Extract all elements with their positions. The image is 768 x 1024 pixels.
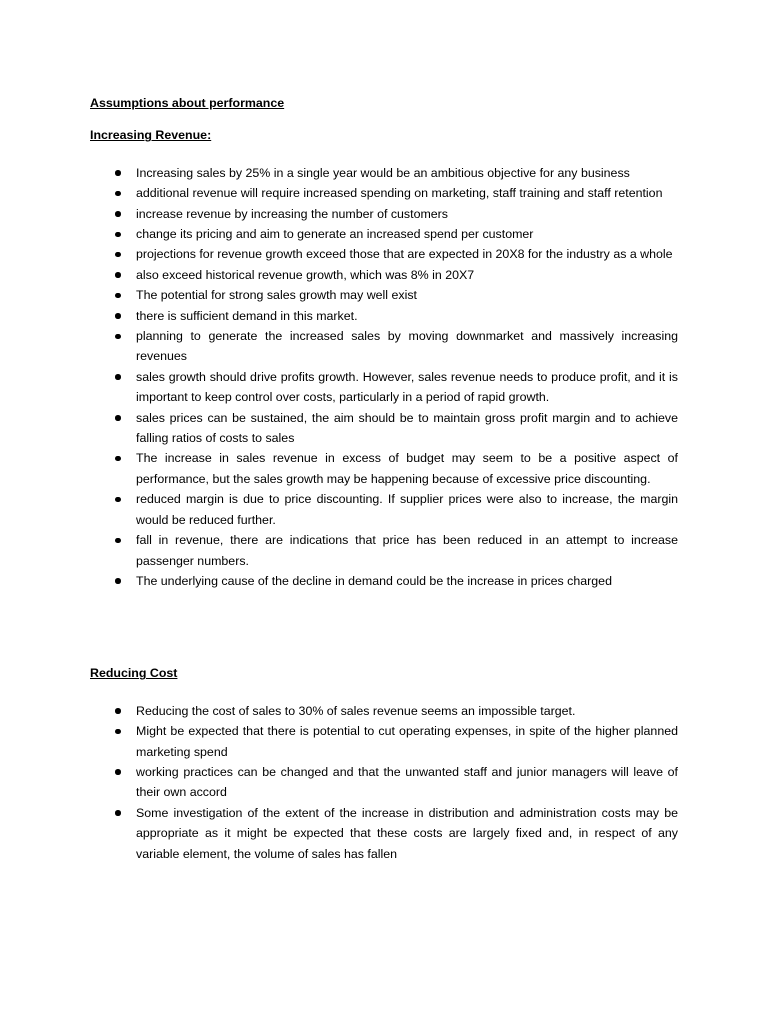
bullet-icon: [115, 538, 121, 544]
list-item: additional revenue will require increased spending on marketing, staff training and staff retention: [90, 183, 678, 203]
bullet-icon: [115, 313, 121, 319]
list-item: The increase in sales revenue in excess of budget may seem to be a positive aspect of performance, but the sales growth may be happening because of excessive price discounting.: [90, 448, 678, 489]
section-heading-reducing-cost: Reducing Cost: [90, 666, 178, 681]
list-item: planning to generate the increased sales by moving downmarket and massively increasing revenues: [90, 326, 678, 367]
list-item: change its pricing and aim to generate an increased spend per customer: [90, 224, 678, 244]
bullet-icon: [115, 769, 121, 775]
bullet-icon: [115, 497, 121, 503]
list-item: reduced margin is due to price discounting. If supplier prices were also to increase, the margin would be reduced further.: [90, 489, 678, 530]
list-item: Might be expected that there is potential to cut operating expenses, in spite of the higher planned marketing spend: [90, 721, 678, 762]
bullet-icon: [115, 211, 121, 217]
document-page: [90, 93, 678, 864]
document-title: Assumptions about performance: [90, 96, 285, 110]
bullet-icon: [115, 232, 121, 238]
bullet-icon: [115, 334, 121, 340]
section-heading-increasing-revenue: Increasing Revenue:: [90, 128, 212, 143]
list-item: Some investigation of the extent of the increase in distribution and administration costs may be appropriate as it might be expected that these costs are largely fixed and, in respect of any variable element, the volume of sales has fallen: [90, 803, 678, 864]
bullet-icon: [115, 708, 121, 714]
bullet-icon: [115, 810, 121, 816]
list-item: sales growth should drive profits growth. However, sales revenue needs to produce profit, and it is important to keep control over costs, particularly in a period of rapid growth.: [90, 367, 678, 408]
bullet-icon: [115, 374, 121, 380]
list-item: projections for revenue growth exceed those that are expected in 20X8 for the industry as a whole: [90, 244, 678, 264]
bullet-icon: [115, 252, 121, 258]
list-item: The potential for strong sales growth may well exist: [90, 285, 678, 305]
list-item: increase revenue by increasing the number of customers: [90, 204, 678, 224]
bullet-icon: [115, 272, 121, 278]
bullet-icon: [115, 729, 121, 735]
list-item: Reducing the cost of sales to 30% of sales revenue seems an impossible target.: [90, 701, 678, 721]
increasing-revenue-list: [90, 163, 678, 592]
bullet-icon: [115, 293, 121, 299]
bullet-icon: [115, 191, 121, 197]
bullet-icon: [115, 578, 121, 584]
list-item: The underlying cause of the decline in demand could be the increase in prices charged: [90, 571, 678, 591]
bullet-icon: [115, 170, 121, 176]
bullet-icon: [115, 415, 121, 421]
bullet-icon: [115, 456, 121, 462]
list-item: sales prices can be sustained, the aim should be to maintain gross profit margin and to achieve falling ratios of costs to sales: [90, 408, 678, 449]
list-item: there is sufficient demand in this market.: [90, 306, 678, 326]
list-item: Increasing sales by 25% in a single year would be an ambitious objective for any business: [90, 163, 678, 183]
list-item: also exceed historical revenue growth, which was 8% in 20X7: [90, 265, 678, 285]
list-item: fall in revenue, there are indications that price has been reduced in an attempt to increase passenger numbers.: [90, 530, 678, 571]
list-item: working practices can be changed and that the unwanted staff and junior managers will leave of their own accord: [90, 762, 678, 803]
reducing-cost-list: [90, 701, 678, 864]
